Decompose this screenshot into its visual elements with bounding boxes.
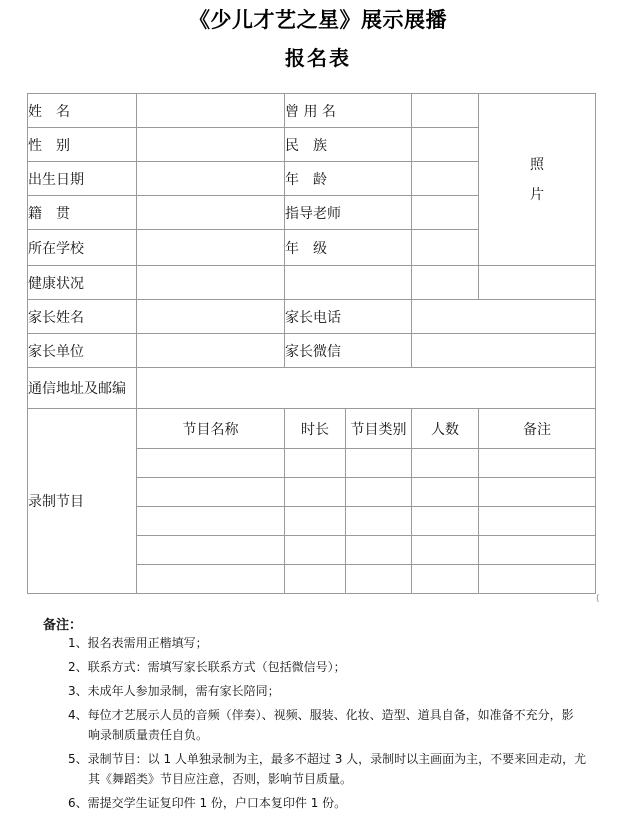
parent-phone-field[interactable] (412, 300, 596, 334)
program-duration-cell[interactable] (285, 507, 346, 536)
registration-form-table (27, 93, 596, 594)
ethnicity-label: 民 族 (285, 128, 412, 162)
program-name-cell[interactable] (137, 507, 285, 536)
program-notes-cell[interactable] (479, 478, 596, 507)
form-title: 《少儿才艺之星》展示展播 (189, 8, 447, 32)
program-notes-cell[interactable] (479, 536, 596, 565)
program-count-cell[interactable] (412, 536, 479, 565)
teacher-label: 指导老师 (285, 196, 412, 230)
note-item-5 (68, 749, 608, 789)
parent-phone-label: 家长电话 (285, 300, 412, 334)
program-name-cell[interactable] (137, 478, 285, 507)
note-item-2: 2、联系方式：需填写家长联系方式（包括微信号）； (68, 660, 346, 674)
program-name-cell[interactable] (137, 449, 285, 478)
health-field[interactable] (137, 266, 285, 300)
note-item-4-line-1: 4、每位才艺展示人员的音频（伴奏）、视频、服装、化妆、造型、道具自备，如准备不充分，影 (68, 708, 574, 722)
program-header-duration: 时长 (285, 409, 346, 449)
program-duration-cell[interactable] (285, 449, 346, 478)
health-extra-field-2[interactable] (412, 266, 479, 300)
parent-name-label: 家长姓名 (28, 300, 137, 334)
program-label: 录制节目 (28, 409, 137, 594)
program-duration-cell[interactable] (285, 536, 346, 565)
program-notes-cell[interactable] (479, 565, 596, 594)
note-item-3: 3、未成年人参加录制，需有家长陪同； (68, 684, 280, 698)
name-field[interactable] (137, 94, 285, 128)
parent-wechat-label: 家长微信 (285, 334, 412, 368)
address-label: 通信地址及邮编 (28, 368, 137, 409)
teacher-field[interactable] (412, 196, 479, 230)
age-field[interactable] (412, 162, 479, 196)
school-label: 所在学校 (28, 230, 137, 266)
program-category-cell[interactable] (346, 536, 412, 565)
health-label: 健康状况 (28, 266, 137, 300)
program-header-count: 人数 (412, 409, 479, 449)
form-subtitle: 报名表 (285, 46, 351, 70)
program-duration-cell[interactable] (285, 478, 346, 507)
hometown-field[interactable] (137, 196, 285, 230)
note-item-4 (68, 705, 608, 745)
program-notes-cell[interactable] (479, 507, 596, 536)
photo-label-2: 片 (530, 186, 544, 203)
name-label: 姓 名 (28, 94, 137, 128)
health-extra-field[interactable] (285, 266, 412, 300)
program-category-cell[interactable] (346, 478, 412, 507)
program-count-cell[interactable] (412, 565, 479, 594)
notes-title: 备注： (43, 618, 83, 633)
parent-wechat-field[interactable] (412, 334, 596, 368)
gender-label: 性 别 (28, 128, 137, 162)
parent-work-label: 家长单位 (28, 334, 137, 368)
former-name-field[interactable] (412, 94, 479, 128)
notes-list (68, 633, 608, 817)
health-extra-field-3[interactable] (479, 266, 596, 300)
age-label: 年 龄 (285, 162, 412, 196)
grade-field[interactable] (412, 230, 479, 266)
program-notes-cell[interactable] (479, 449, 596, 478)
program-name-cell[interactable] (137, 536, 285, 565)
note-item-4-line-2: 响录制质量责任自负。 (88, 728, 209, 742)
program-count-cell[interactable] (412, 478, 479, 507)
program-header-name: 节目名称 (137, 409, 285, 449)
grade-label: 年 级 (285, 230, 412, 266)
program-name-cell[interactable] (137, 565, 285, 594)
program-count-cell[interactable] (412, 507, 479, 536)
birthdate-field[interactable] (137, 162, 285, 196)
ethnicity-field[interactable] (412, 128, 479, 162)
photo-label-1: 照 (530, 156, 544, 173)
address-field[interactable] (137, 368, 596, 409)
note-item-5-line-1: 5、录制节目：以 1 人单独录制为主，最多不超过 3 人，录制时以主画面为主，不要来回走动，尤 (68, 752, 587, 766)
photo-box[interactable] (479, 94, 596, 266)
hometown-label: 籍 贯 (28, 196, 137, 230)
note-item-5-line-2: 其《舞蹈类》节目应注意，否则，影响节目质量。 (88, 772, 353, 786)
note-item-1: 1、报名表需用正楷填写； (68, 636, 208, 650)
note-item-6: 6、需提交学生证复印件 1 份，户口本复印件 1 份。 (68, 796, 347, 810)
program-category-cell[interactable] (346, 507, 412, 536)
parent-work-field[interactable] (137, 334, 285, 368)
gender-field[interactable] (137, 128, 285, 162)
stray-mark: ( (596, 594, 600, 604)
former-name-label: 曾 用 名 (285, 94, 412, 128)
parent-name-field[interactable] (137, 300, 285, 334)
birthdate-label: 出生日期 (28, 162, 137, 196)
school-field[interactable] (137, 230, 285, 266)
program-category-cell[interactable] (346, 449, 412, 478)
program-header-notes: 备注 (479, 409, 596, 449)
program-duration-cell[interactable] (285, 565, 346, 594)
program-category-cell[interactable] (346, 565, 412, 594)
program-count-cell[interactable] (412, 449, 479, 478)
program-header-category: 节目类别 (346, 409, 412, 449)
